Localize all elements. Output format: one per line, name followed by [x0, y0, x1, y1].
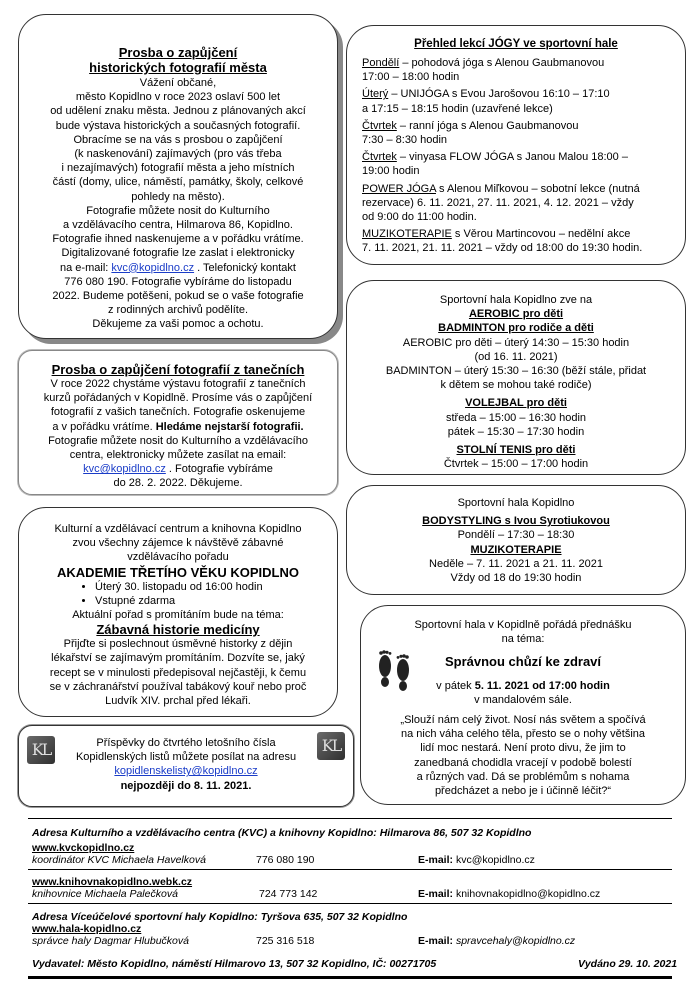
text-line: město Kopidlno v roce 2023 oslaví 500 let: [75, 91, 281, 104]
library-phone: 724 773 142: [259, 888, 318, 900]
kl-logo-right: KL: [317, 732, 345, 760]
quote-line: a různých vad. Dá se problémům s nohama: [416, 770, 630, 783]
librarian: knihovnice Michaela Palečková: [32, 888, 178, 900]
text-segment: a v pořádku vrátíme.: [52, 420, 156, 433]
hall-email: [418, 935, 575, 947]
kvc-email-link-2[interactable]: kvc@kopidlno.cz: [83, 463, 166, 476]
text-line: středa – 15:00 – 16:30 hodin: [445, 411, 587, 424]
text-line: Obracíme se na vás s prosbou o zapůjčení: [73, 133, 283, 146]
text-line: Fotografie ihned naskenujeme a v pořádku vrátíme.: [52, 233, 304, 246]
text-line: BADMINTON – úterý 15:30 – 16:30 (běží stále, přidat: [385, 365, 647, 378]
yoga-time: rezervace) 6. 11. 2021, 27. 11. 2021, 4. 12. 2021 – vždy: [362, 196, 634, 209]
footer-divider-top: [28, 818, 672, 819]
hall-email-value[interactable]: spravcehaly@kopidlno.cz: [455, 935, 576, 947]
yoga-box: [346, 25, 686, 265]
quote-line: „Slouží nám celý život. Nosí nás světem a spočívá: [400, 714, 646, 727]
yoga-day: Čtvrtek: [362, 119, 397, 132]
email-prefix: na e-mail:: [60, 261, 112, 274]
hall-manager: správce haly Dagmar Hlubučková: [32, 935, 189, 947]
kvc-web-link[interactable]: www.kvckopidlno.cz: [32, 842, 135, 854]
muzikoterapie-title: MUZIKOTERAPIE: [470, 543, 562, 556]
yoga-time: 7:30 – 8:30 hodin: [362, 134, 448, 147]
academy-bullets: [81, 580, 337, 608]
text-line: Ludvík XIV. prchal před lékaři.: [105, 695, 251, 708]
text-line: recept se v minulosti předepisoval nejčastěji, k čemu: [49, 666, 307, 679]
text-line: i nezajímavých) fotografií města a jeho místních: [61, 162, 295, 175]
quote-line: na nich váha celého těla, přesto se o nohy většina: [401, 728, 645, 741]
kvc-address: Adresa Kulturního a vzdělávacího centra (KVC) a knihovny Kopidlno: Hilmarova 86, 507 32 Kopidlno: [32, 827, 532, 839]
text-line: Kopidlenských listů můžete posílat na adresu: [75, 751, 297, 764]
yoga-text: – pohodová jóga s Alenou Gaubmanovou: [399, 57, 605, 69]
footer-divider-bottom: [28, 976, 672, 979]
hall-address: Adresa Víceúčelové sportovní haly Kopidlno: Tyršova 635, 507 32 Kopidlno: [32, 911, 408, 923]
historical-photos-title-2: historických fotografií města: [89, 60, 267, 75]
text-line: (od 16. 11. 2021): [474, 350, 558, 363]
text-line: bude výstava historických a současných fotografií.: [55, 119, 301, 132]
yoga-day: MUZIKOTERAPIE: [362, 228, 452, 241]
yoga-day: Čtvrtek: [362, 151, 397, 164]
kvc-coordinator: koordinátor KVC Michaela Havelková: [32, 854, 206, 866]
text-line: (k naskenování) zajímavých (pro vás třeba: [74, 148, 282, 161]
tenis-title: STOLNÍ TENIS pro děti: [456, 444, 576, 457]
hall-phone: 725 316 518: [256, 935, 315, 947]
yoga-text: s Věrou Martincovou – nedělní akce: [451, 228, 631, 241]
email-label: E-mail:: [418, 888, 456, 900]
yoga-time: a 17:15 – 18:15 hodin (uzavřené lekce): [362, 102, 553, 115]
bodystyling-title: BODYSTYLING s Ivou Syrotiukovou: [422, 515, 610, 528]
email-line: [19, 261, 337, 275]
badminton-title: BADMINTON pro rodiče a děti: [438, 322, 594, 335]
text-line: Příspěvky do čtvrtého letošního čísla: [96, 737, 276, 749]
body-intro: Sportovní hala Kopidlno: [457, 497, 575, 509]
text-line: vzdělávacího pořadu: [127, 551, 229, 564]
email-label: E-mail:: [418, 854, 456, 866]
aerobic-title: AEROBIC pro děti: [468, 308, 564, 321]
text-line: Fotografie můžete nosit do Kulturního: [86, 204, 270, 217]
kvc-email-link[interactable]: kvc@kopidlno.cz: [111, 261, 195, 274]
lecture-date: 5. 11. 2021 od 17:00 hodin: [474, 679, 610, 692]
academy-box: [18, 507, 338, 717]
kvc-email-value[interactable]: kvc@kopidlno.cz: [455, 854, 535, 866]
email-suffix: . Telefonický kontakt: [194, 261, 296, 274]
yoga-item: [362, 119, 685, 147]
topic-intro: Aktuální pořad s promítáním bude na téma:: [72, 609, 284, 622]
text-line: lékařství se zajímavým promítáním. Dozvíte se, jaký: [51, 652, 305, 665]
lecture-box: [360, 605, 686, 805]
dance-photos-title: Prosba o zapůjčení fotografií z tanečních: [51, 362, 305, 377]
quote-line: lidí moc nestará. Není proto divu, že jim to: [420, 742, 626, 755]
yoga-title: Přehled lekcí JÓGY ve sportovní hale: [414, 38, 618, 50]
text-line: Kulturní a vzdělávací centrum a knihovna Kopidlno: [54, 523, 302, 535]
yoga-text: – UNIJÓGA s Evou Jarošovou 16:10 – 17:10: [388, 88, 610, 101]
text-line: pátek – 15:30 – 17:30 hodin: [447, 425, 585, 438]
yoga-time: 19:00 hodin: [362, 165, 420, 178]
academy-title: AKADEMIE TŘETÍHO VĚKU KOPIDLNO: [57, 564, 299, 580]
yoga-time: 7. 11. 2021, 21. 11. 2021 – vždy od 18:00 do 19:30 hodin.: [362, 242, 643, 255]
academy-topic: Zábavná historie medicíny: [96, 622, 260, 638]
yoga-text: – ranní jóga s Alenou Gaubmanovou: [396, 119, 579, 132]
text-line: částí (domy, ulice, náměstí, památky, školy, celkové: [52, 176, 304, 189]
text-line: Vážení občané,: [139, 77, 217, 89]
text-line: kurzů pořádaných v Kopidlně. Prosíme vás o zapůjčení: [43, 392, 313, 405]
footprints-icon: [373, 646, 415, 696]
yoga-item: [362, 227, 685, 255]
kl-logo-left: KL: [27, 736, 55, 764]
quote-line: zanedbaná chodidla vracejí v podobě bolestí: [414, 756, 632, 769]
text-line: k dětem se mohou také rodiče): [440, 379, 592, 392]
bodystyling-box: [346, 485, 686, 595]
text-line: Vždy od 18 do 19:30 hodin: [450, 572, 582, 585]
aerobic-intro: Sportovní hala Kopidlno zve na: [439, 294, 593, 306]
text-line: Neděle – 7. 11. 2021 a 21. 11. 2021: [429, 557, 603, 570]
text-line: Čtvrtek – 15:00 – 17:00 hodin: [443, 458, 589, 471]
historical-photos-box: [18, 14, 338, 339]
yoga-item: [362, 56, 685, 84]
text-line: AEROBIC pro děti – úterý 14:30 – 15:30 hodin: [402, 336, 630, 349]
text-line: Digitalizované fotografie lze zaslat i elektronicky: [61, 247, 295, 260]
listy-email-link[interactable]: kopidlenskelisty@kopidlno.cz: [114, 765, 258, 778]
yoga-item: [362, 87, 685, 115]
yoga-item: [362, 150, 685, 178]
text-line: 2022. Budeme potěšeni, pokud se o vaše fotografie: [52, 290, 304, 303]
text-line: z rodinných archivů podělíte.: [107, 304, 249, 317]
yoga-day: Úterý: [362, 88, 389, 101]
library-web-link[interactable]: www.knihovnakopidlno.webk.cz: [32, 876, 193, 888]
historical-photos-title-1: Prosba o zapůjčení: [118, 45, 238, 60]
yoga-day: Pondělí: [362, 57, 400, 69]
email-suffix: . Fotografie vybíráme: [165, 463, 273, 476]
publisher: Vydavatel: Město Kopidlno, náměstí Hilmarovo 13, 507 32 Kopidlno, IČ: 00271705: [32, 958, 437, 970]
aerobic-box: [346, 280, 686, 475]
yoga-text: – vinyasa FLOW JÓGA s Janou Malou 18:00 –: [396, 151, 628, 164]
listy-deadline: nejpozději do 8. 11. 2021.: [120, 779, 252, 792]
kvc-phone: 776 080 190: [256, 854, 315, 866]
email-label: E-mail:: [418, 935, 456, 947]
hall-web-link[interactable]: www.hala-kopidlno.cz: [32, 923, 142, 935]
highlight-text: Hledáme nejstarší fotografii.: [155, 420, 304, 433]
lecture-place: v mandalovém sále.: [474, 693, 572, 706]
divider: [28, 869, 672, 870]
text-line: Pondělí – 17:30 – 18:30: [457, 529, 575, 542]
dance-photos-box: [18, 350, 338, 495]
lecture-title: Správnou chůzí ke zdraví: [444, 654, 602, 670]
yoga-day: POWER JÓGA: [362, 182, 436, 195]
yoga-item: [362, 182, 685, 225]
lecture-intro: Sportovní hala v Kopidlně pořádá přednášku: [414, 619, 632, 631]
text-line: Přijďte si poslechnout úsměvné historky z dějin: [63, 638, 293, 651]
issue-date: Vydáno 29. 10. 2021: [578, 958, 678, 970]
list-item: • Vstupné zdarma: [95, 594, 337, 608]
text-line: do 28. 2. 2022. Děkujeme.: [113, 477, 243, 490]
text-line: Děkujeme za vaši pomoc a ochotu.: [92, 318, 264, 331]
yoga-text: s Alenou Miľkovou – sobotní lekce (nutná: [435, 182, 640, 195]
email-line: [19, 462, 337, 476]
list-item: • Úterý 30. listopadu od 16:00 hodin: [95, 580, 337, 594]
text-line: Fotografie můžete nosit do Kulturního a vzdělávacího: [48, 434, 308, 447]
text-line: od udělení znaku města. Jednou z plánovaných akcí: [50, 105, 306, 118]
divider: [28, 903, 672, 904]
yoga-time: od 9:00 do 11:00 hodin.: [362, 211, 477, 224]
library-email-value[interactable]: knihovnakopidlno@kopidlno.cz: [455, 888, 601, 900]
library-email: [418, 888, 600, 900]
lecture-intro: na téma:: [501, 633, 545, 646]
quote-line: předcházet a nebo je i účinně léčit?“: [434, 785, 612, 798]
text-line: [19, 420, 337, 434]
yoga-time: 17:00 – 18:00 hodin: [362, 71, 460, 84]
text-line: se v záchranářství používal tabákový kouř nebo proč: [49, 680, 307, 693]
text-line: pohledy na město).: [131, 190, 225, 203]
volejbal-title: VOLEJBAL pro děti: [465, 397, 567, 410]
text-line: V roce 2022 chystáme výstavu fotografií z tanečních: [50, 378, 306, 390]
text-line: 776 080 190. Fotografie vybíráme do listopadu: [64, 275, 292, 288]
text-line: zvou všechny zájemce k návštěvě zábavné: [72, 537, 284, 550]
listy-box: [18, 725, 354, 807]
text-line: fotografií z vašich tanečních. Fotografie oskenujeme: [50, 406, 306, 419]
text-line: a vzdělávacího centra, Hilmarova 86, Kopidlno.: [63, 219, 293, 232]
text-line: centra, elektronicky můžete zasílat na email:: [69, 449, 287, 462]
kvc-email: [418, 854, 535, 866]
date-prefix: v pátek: [436, 679, 475, 692]
